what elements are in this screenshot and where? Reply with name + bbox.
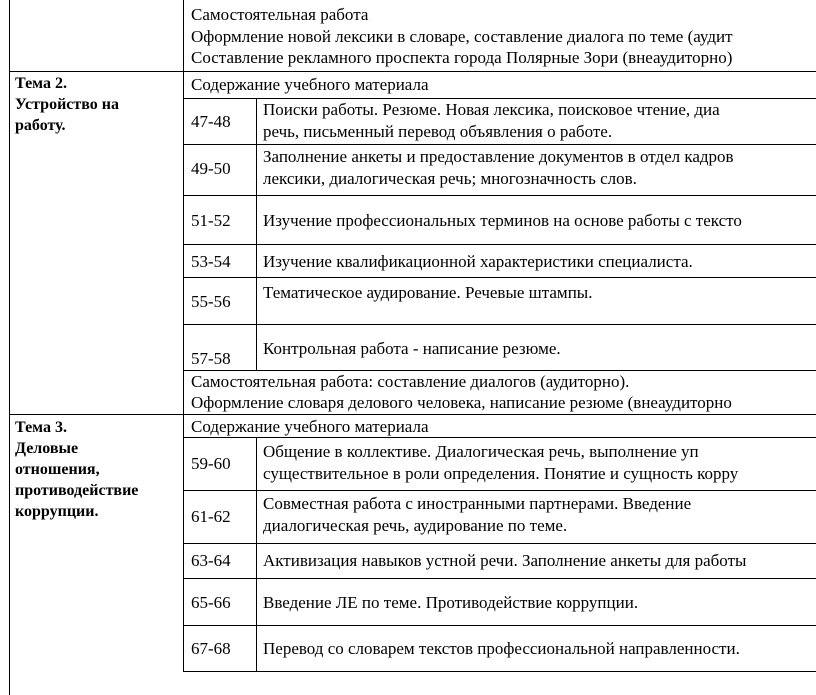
lesson-number: 47-48 [191, 112, 231, 131]
lesson-text: диалогическая речь, аудирование по теме. [263, 516, 568, 535]
independent-work-line: Самостоятельная работа: составление диалогов (аудиторно). [191, 372, 630, 391]
lesson-number: 53-54 [191, 252, 231, 271]
independent-work-heading: Самостоятельная работа [191, 5, 369, 24]
independent-work-line: Оформление новой лексики в словаре, составление диалога по теме (аудит [191, 27, 733, 46]
topic-2-title: работу. [15, 117, 66, 134]
lesson-text: Совместная работа с иностранными партнерами. Введение [263, 494, 692, 513]
row-divider [183, 671, 816, 672]
topic-3-title: Деловые [15, 440, 79, 457]
lesson-text: Тематическое аудирование. Речевые штампы. [263, 283, 593, 302]
independent-work-line: Оформление словаря делового человека, написание резюме (внеаудиторно [191, 393, 732, 412]
topic-3-title: отношения, [15, 461, 100, 478]
lesson-number: 59-60 [191, 454, 231, 473]
row-divider [183, 324, 816, 325]
row-divider [183, 144, 816, 145]
content-header: Содержание учебного материала [191, 75, 429, 94]
lesson-text: Общение в коллективе. Диалогическая речь, выполнение уп [263, 442, 699, 461]
lesson-text: существительное в роли определения. Понятие и сущность корру [263, 464, 739, 483]
topic-3-title: Тема 3. [15, 419, 67, 436]
lesson-text: Изучение квалификационной характеристики специалиста. [263, 252, 693, 271]
row-divider [183, 625, 816, 626]
row-divider [183, 490, 816, 491]
lesson-text: Активизация навыков устной речи. Заполнение анкеты для работы [263, 551, 747, 570]
topic-2-title: Устройство на [15, 96, 119, 113]
lesson-number: 63-64 [191, 551, 231, 570]
lesson-text: Контрольная работа - написание резюме. [263, 339, 561, 358]
lesson-number: 49-50 [191, 159, 231, 178]
row-divider [183, 277, 816, 278]
content-header: Содержание учебного материала [191, 417, 429, 436]
lesson-number: 65-66 [191, 593, 231, 612]
lesson-number: 57-58 [191, 349, 231, 368]
lesson-text: Перевод со словарем текстов профессиональной направленности. [263, 639, 740, 658]
row-divider [9, 71, 816, 72]
topic-2-title: Тема 2. [15, 75, 67, 92]
row-divider [183, 244, 816, 245]
lesson-number: 67-68 [191, 639, 231, 658]
column-divider-lesson-3 [256, 437, 257, 672]
lesson-number: 55-56 [191, 292, 231, 311]
row-divider [9, 414, 816, 415]
independent-work-line: Составление рекламного проспекта города Полярные Зори (внеаудиторно) [191, 48, 733, 67]
row-divider [183, 543, 816, 544]
topic-3-title: противодействие [15, 482, 139, 499]
lesson-text: речь, письменный перевод объявления о работе. [263, 122, 613, 141]
lesson-number: 51-52 [191, 211, 231, 230]
column-divider-lesson-2 [256, 98, 257, 370]
lesson-text: Введение ЛЕ по теме. Противодействие коррупции. [263, 593, 639, 612]
row-divider [183, 195, 816, 196]
lesson-number: 61-62 [191, 507, 231, 526]
lesson-text: Изучение профессиональных терминов на основе работы с тексто [263, 211, 742, 230]
table-left-border [9, 0, 10, 695]
lesson-text: Поиски работы. Резюме. Новая лексика, поисковое чтение, диа [263, 100, 720, 119]
lesson-text: Заполнение анкеты и предоставление документов в отдел кадров [263, 147, 734, 166]
topic-3-title: коррупции. [15, 503, 99, 520]
lesson-text: лексики, диалогическая речь; многозначность слов. [263, 169, 637, 188]
row-divider [183, 578, 816, 579]
column-divider-topic [183, 0, 184, 672]
